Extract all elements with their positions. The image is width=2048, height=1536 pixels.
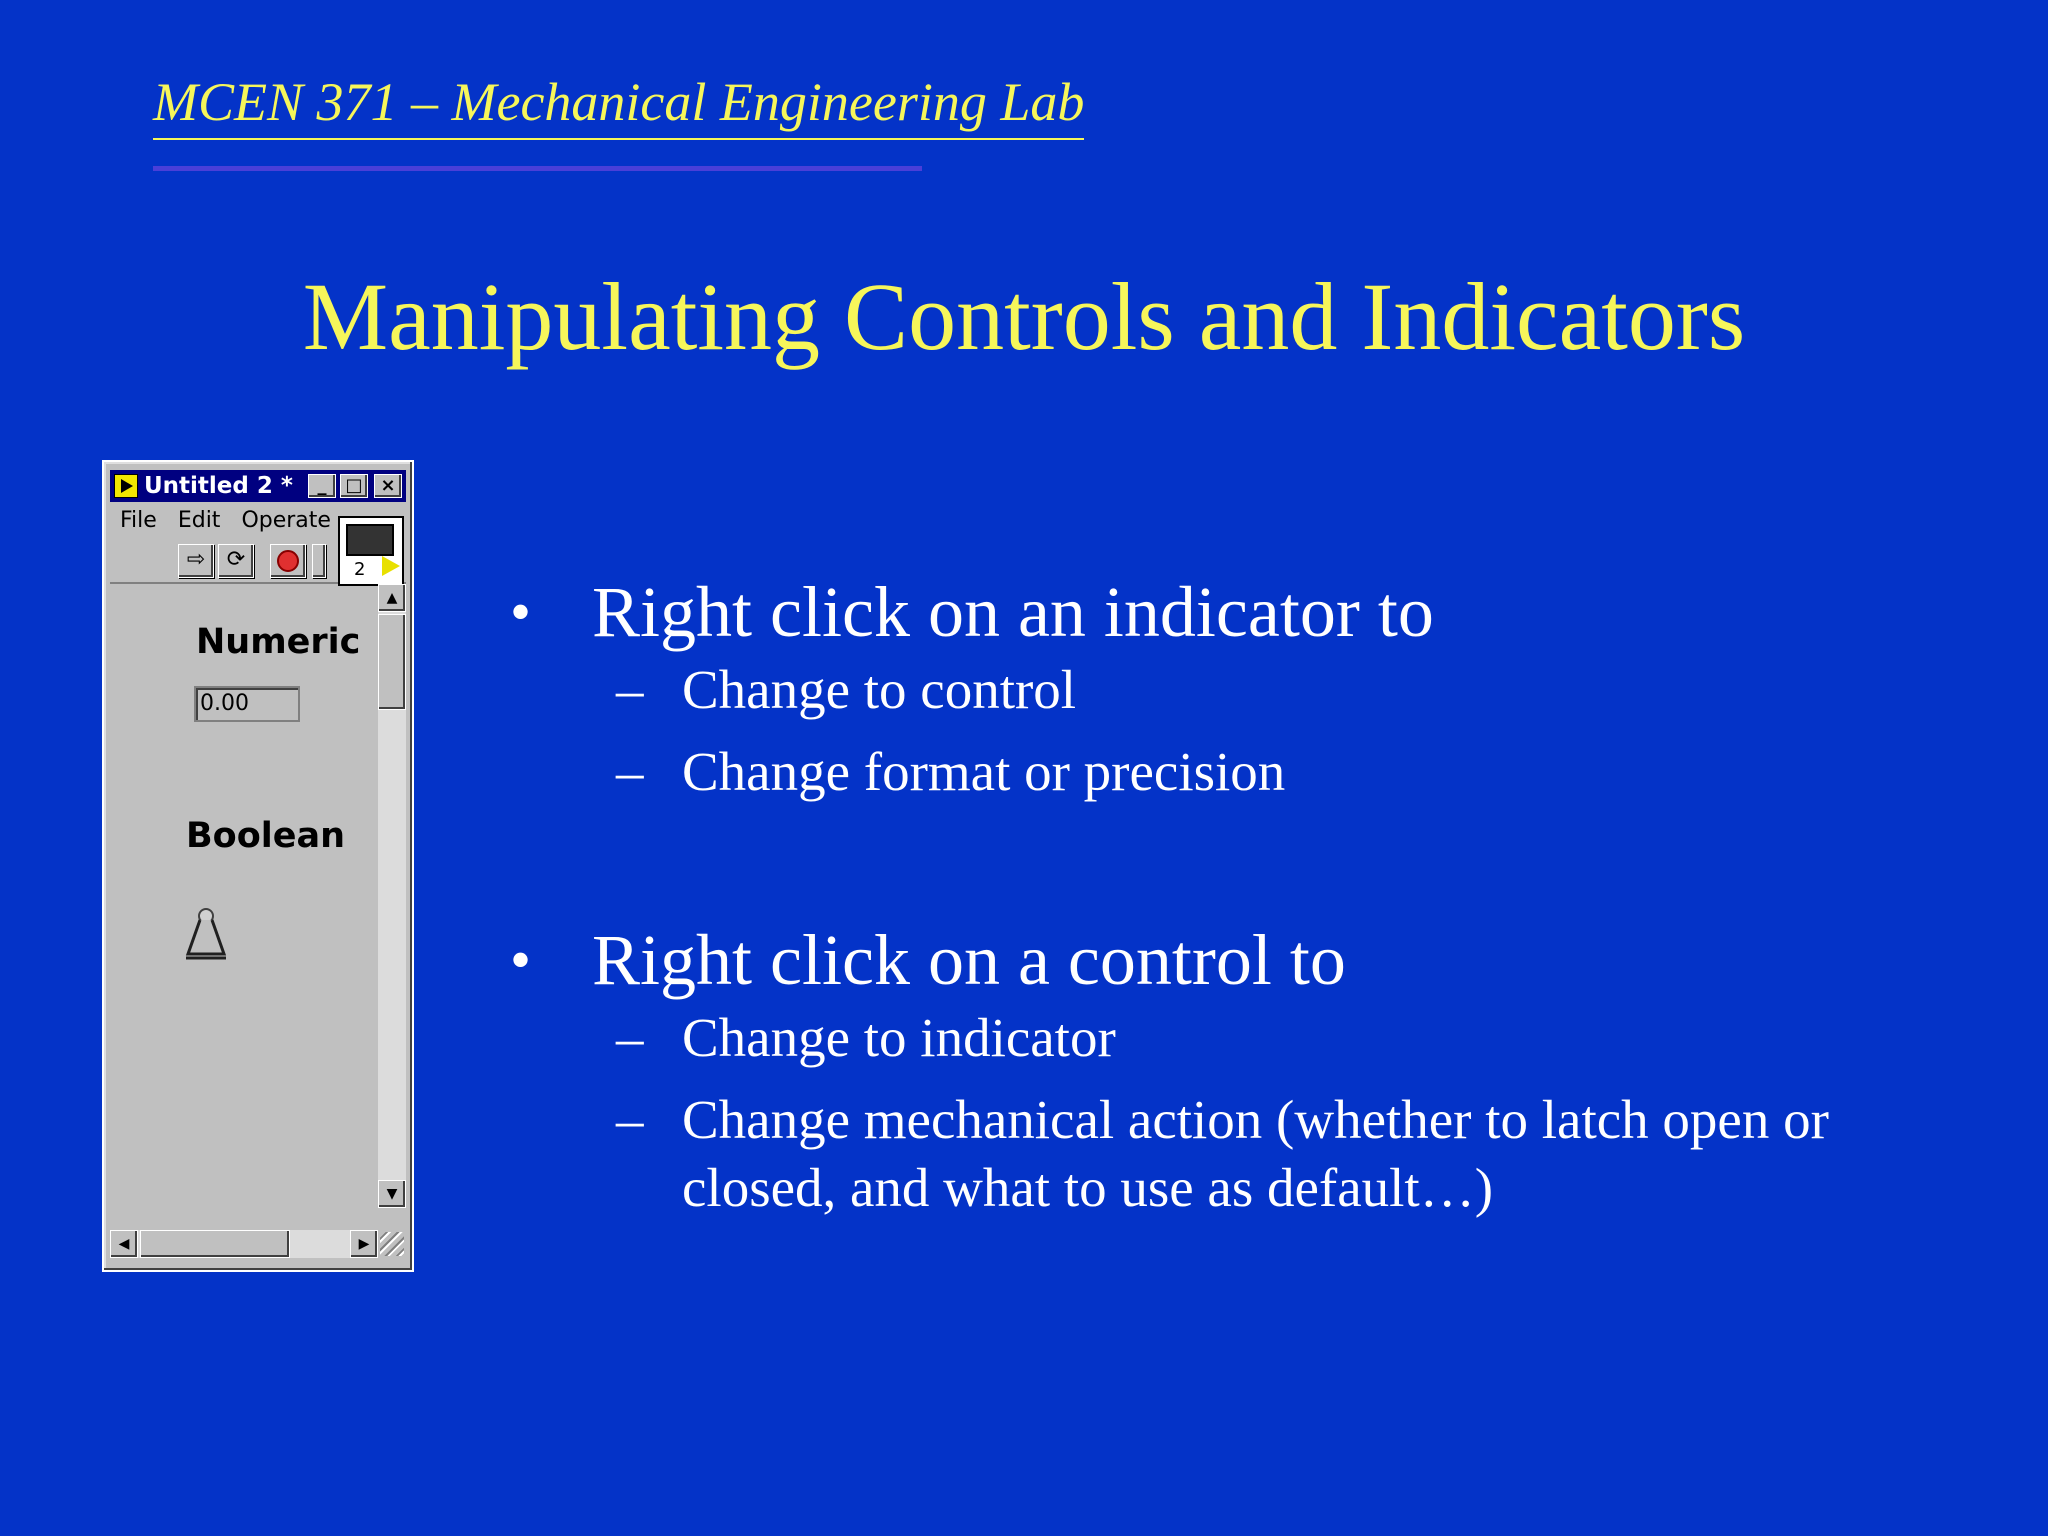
labview-window xyxy=(102,460,414,1272)
scroll-right-icon[interactable]: ▶ xyxy=(350,1230,378,1258)
labview-app-icon xyxy=(114,474,138,498)
sub-bullet-marker: – xyxy=(616,1089,644,1150)
scroll-up-icon[interactable]: ▲ xyxy=(378,584,406,612)
toolbar xyxy=(110,538,406,584)
course-header: MCEN 371 – Mechanical Engineering Lab xyxy=(153,70,1084,140)
bullet-text: Right click on a control to xyxy=(592,920,1346,1000)
bullet-marker: • xyxy=(510,927,532,993)
vertical-scrollbar[interactable] xyxy=(378,584,406,1208)
resize-grip-icon[interactable] xyxy=(380,1232,404,1256)
vi-icon[interactable] xyxy=(338,516,404,586)
sub-bullet-item xyxy=(510,656,1960,724)
sub-bullet-item xyxy=(510,738,1960,806)
sub-bullet-marker: – xyxy=(616,659,644,720)
window-titlebar[interactable] xyxy=(110,470,406,502)
maximize-button[interactable]: □ xyxy=(340,474,368,498)
sub-bullet-item xyxy=(510,1086,1960,1222)
sub-bullet-text: Change to indicator xyxy=(682,1007,1116,1068)
menu-operate[interactable]: Operate xyxy=(241,508,331,533)
menu-file[interactable]: File xyxy=(120,508,157,533)
sub-bullet-marker: – xyxy=(616,741,644,802)
boolean-toggle-switch[interactable] xyxy=(184,906,228,962)
menu-edit[interactable]: Edit xyxy=(177,508,221,533)
vi-arrow-icon xyxy=(382,556,400,576)
sub-bullet-text: Change to control xyxy=(682,659,1077,720)
sub-bullet-text: Change format or precision xyxy=(682,741,1286,802)
close-button[interactable]: × xyxy=(374,474,402,498)
abort-icon[interactable] xyxy=(270,544,306,578)
scroll-down-icon[interactable]: ▼ xyxy=(378,1180,406,1208)
vi-icon-number: 2 xyxy=(354,559,366,580)
horizontal-scroll-thumb[interactable] xyxy=(140,1230,290,1258)
numeric-label: Numeric xyxy=(196,622,361,662)
vi-screen-icon xyxy=(346,524,394,556)
run-continuously-icon[interactable]: ⟳ xyxy=(218,544,254,578)
slide-title: Manipulating Controls and Indicators xyxy=(302,263,1746,370)
boolean-label: Boolean xyxy=(186,816,346,856)
scroll-left-icon[interactable]: ◀ xyxy=(110,1230,138,1258)
sub-bullet-item xyxy=(510,1004,1960,1072)
bullet-item xyxy=(510,916,1960,1004)
numeric-indicator[interactable]: 0.00 xyxy=(194,686,300,722)
run-arrow-icon[interactable]: ⇨ xyxy=(178,544,214,578)
bullet-marker: • xyxy=(510,579,532,645)
front-panel xyxy=(110,584,378,1204)
bullet-list xyxy=(510,568,1960,1222)
horizontal-scrollbar[interactable] xyxy=(110,1230,378,1258)
sub-bullet-marker: – xyxy=(616,1007,644,1068)
bullet-item xyxy=(510,568,1960,656)
bullet-text: Right click on an indicator to xyxy=(592,572,1434,652)
window-title: Untitled 2 * xyxy=(144,473,293,499)
sub-bullet-text: Change mechanical action (whether to latch open or closed, and what to use as default…) xyxy=(682,1089,1829,1218)
pause-icon[interactable] xyxy=(312,544,326,578)
minimize-button[interactable]: _ xyxy=(308,474,336,498)
header-divider xyxy=(153,166,922,171)
vertical-scroll-thumb[interactable] xyxy=(378,614,406,710)
